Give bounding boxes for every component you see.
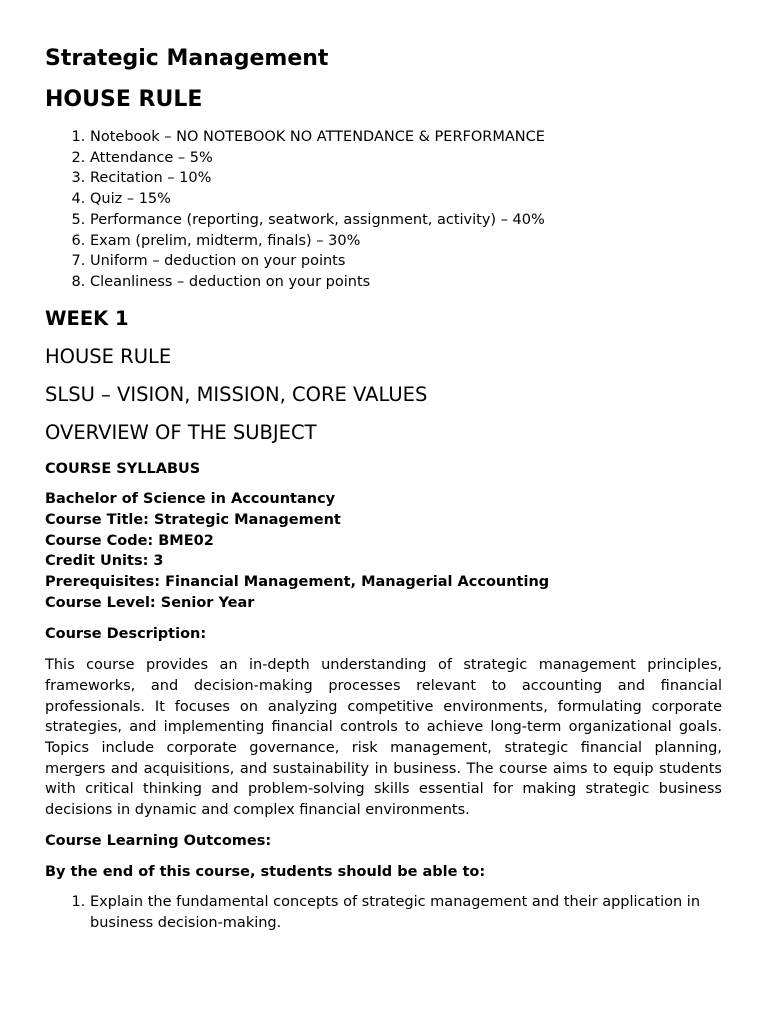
list-item: 6. Exam (prelim, midterm, finals) – 30%: [90, 231, 722, 252]
week-topic: OVERVIEW OF THE SUBJECT: [45, 420, 317, 444]
course-info-block: [45, 489, 722, 613]
course-info-line: Course Code: BME02: [45, 532, 214, 549]
list-item: 1. Explain the fundamental concepts of strategic management and their application in business decision-making.: [90, 892, 710, 933]
description-heading: Course Description:: [45, 625, 207, 642]
course-info-line: Prerequisites: Financial Management, Managerial Accounting: [45, 574, 550, 591]
course-description: This course provides an in-depth understanding of strategic management principles, frameworks, and decision-making processes relevant to accounting and financial professionals. It focuses on analyzing competitive environments, formulating corporate strategies, and implementing financial controls to achieve long-term organizational goals. Topics include corporate governance, risk management, strategic financial planning, mergers and acquisitions, and sustainability in business. The course aims to equip students with critical thinking and problem-solving skills essential for making strategic business decisions in dynamic and complex financial environments.: [45, 657, 722, 819]
course-info-line: Course Title: Strategic Management: [45, 512, 341, 529]
document-title: Strategic Management: [45, 46, 329, 71]
course-info-line: Course Level: Senior Year: [45, 594, 255, 611]
week-heading: WEEK 1: [45, 306, 129, 330]
outcomes-list: [45, 892, 710, 933]
outcomes-intro: By the end of this course, students should be able to:: [45, 863, 486, 880]
outcomes-heading: Course Learning Outcomes:: [45, 832, 272, 849]
list-item: 4. Quiz – 15%: [90, 189, 722, 210]
list-item: 5. Performance (reporting, seatwork, assignment, activity) – 40%: [90, 210, 722, 231]
week-topic: SLSU – VISION, MISSION, CORE VALUES: [45, 382, 428, 406]
list-item: 1. Notebook – NO NOTEBOOK NO ATTENDANCE & PERFORMANCE: [90, 127, 722, 148]
course-info-line: Bachelor of Science in Accountancy: [45, 491, 336, 508]
document-page: [45, 44, 722, 934]
list-item: 3. Recitation – 10%: [90, 168, 722, 189]
list-item: 2. Attendance – 5%: [90, 148, 722, 169]
house-rule-heading: HOUSE RULE: [45, 87, 203, 112]
list-item: 8. Cleanliness – deduction on your points: [90, 272, 722, 293]
house-rules-list: [45, 127, 722, 293]
week-topic: HOUSE RULE: [45, 344, 172, 368]
list-item: 7. Uniform – deduction on your points: [90, 251, 722, 272]
course-info-line: Credit Units: 3: [45, 553, 164, 570]
syllabus-heading: COURSE SYLLABUS: [45, 460, 201, 477]
